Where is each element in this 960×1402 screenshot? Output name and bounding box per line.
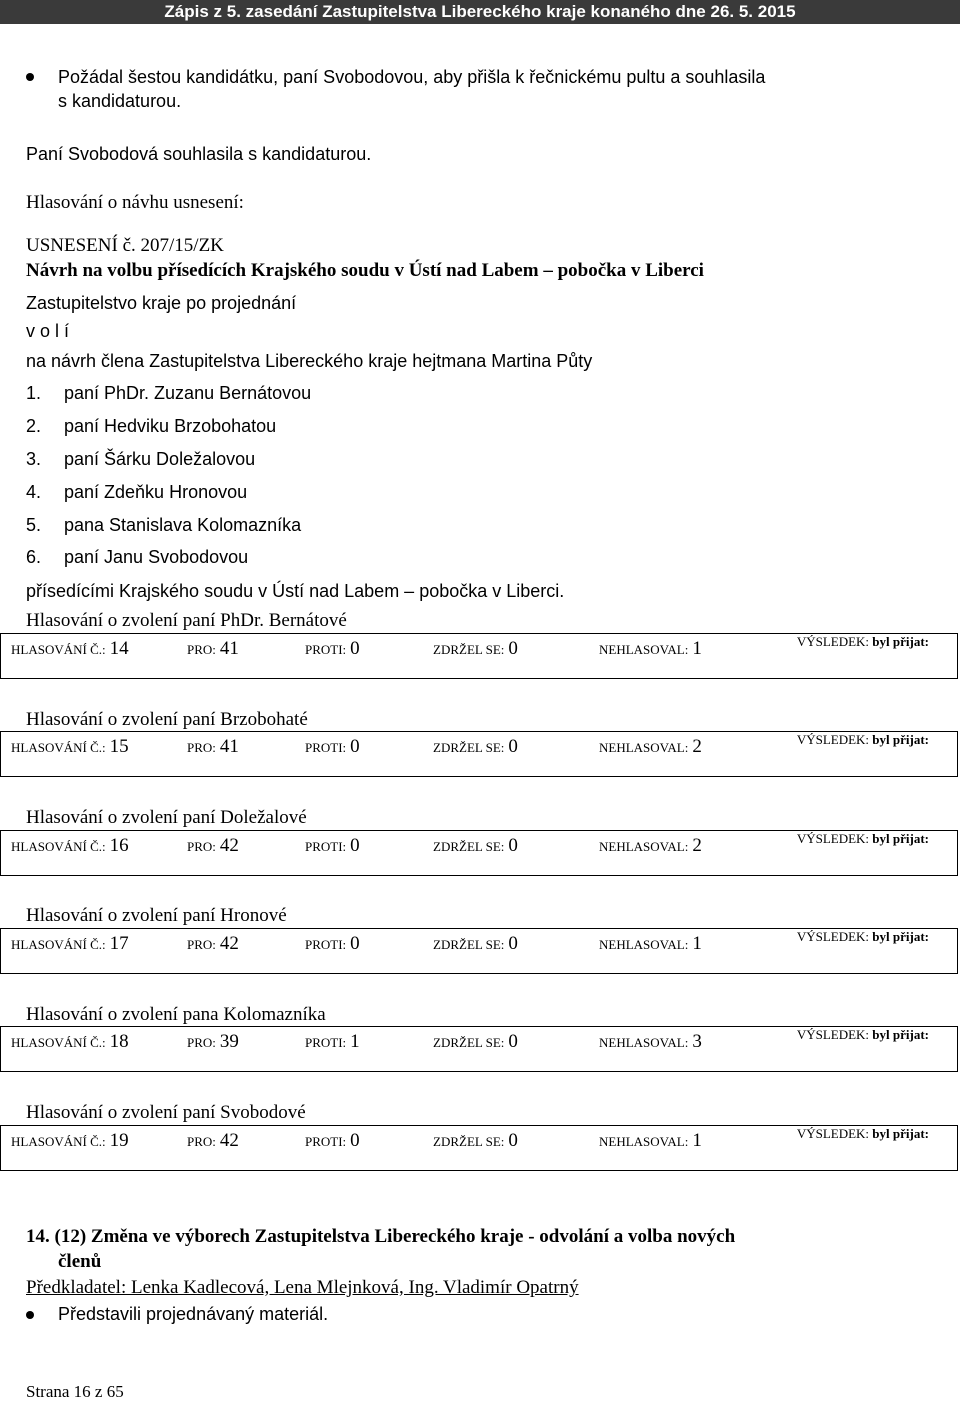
vote-field-pro: PRO: 42 [187,835,239,856]
vote-result: VÝSLEDEK: byl přijat: [796,929,929,944]
vote-field-nehlasoval: NEHLASOVAL: 1 [599,933,702,954]
vote-field-proti: PROTI: 0 [305,933,360,954]
vote-field-pro: PRO: 42 [187,1130,239,1151]
vote-field-zdrzel: ZDRŽEL SE: 0 [433,1031,518,1052]
bullet-icon [26,1311,34,1319]
vote-field-proti: PROTI: 1 [305,1031,360,1052]
vote-heading: Hlasování o zvolení paní Hronové [26,905,287,926]
page-footer: Strana 16 z 65 [26,1382,124,1401]
vote-result: VÝSLEDEK: byl přijat: [796,1027,929,1042]
vote-field-nehlasoval: NEHLASOVAL: 2 [599,736,702,757]
vote-field-no: HLASOVÁNÍ Č.: 15 [11,736,129,757]
vote-field-nehlasoval: NEHLASOVAL: 3 [599,1031,702,1052]
vote-field-proti: PROTI: 0 [305,1130,360,1151]
vote-field-proti: PROTI: 0 [305,638,360,659]
vote-field-proti: PROTI: 0 [305,736,360,757]
consent-text: Paní Svobodová souhlasila s kandidaturou. [26,144,372,164]
vote-heading: Hlasování o zvolení paní Brzobohaté [26,709,308,730]
vote-result-box [0,928,958,974]
intro-bullet-line2: s kandidaturou. [58,91,182,111]
resolution-after: Zastupitelstvo kraje po projednání [26,293,297,313]
vote-field-no: HLASOVÁNÍ Č.: 16 [11,835,129,856]
vote-field-no: HLASOVÁNÍ Č.: 17 [11,933,129,954]
vote-result: VÝSLEDEK: byl přijat: [796,634,929,649]
bullet-icon [26,73,34,81]
vote-result-box [0,731,958,777]
resolution-title: Návrh na volbu přísedících Krajského soudu v Ústí nad Labem – pobočka v Liberci [26,260,704,281]
vote-field-nehlasoval: NEHLASOVAL: 2 [599,835,702,856]
vote-heading: Hlasování o zvolení paní Svobodové [26,1102,306,1123]
section-presenters: Předkladatel: Lenka Kadlecová, Lena Mlejnková, Ing. Vladimír Opatrný [26,1277,579,1298]
vote-field-zdrzel: ZDRŽEL SE: 0 [433,736,518,757]
intro-bullet-line1: Požádal šestou kandidátku, paní Svobodovou, aby přišla k řečnickému pultu a souhlasila [58,67,766,87]
vote-heading: Hlasování o zvolení paní Doležalové [26,807,307,828]
vote-result-box [0,1026,958,1072]
vote-result-box [0,633,958,679]
vote-heading: Hlasování o zvolení pana Kolomazníka [26,1004,326,1025]
vote-heading: Hlasování o zvolení paní PhDr. Bernátové [26,610,347,631]
vote-result-box [0,830,958,876]
list-item: 3. paní Šárku Doležalovou [26,449,256,469]
list-item: 6. paní Janu Svobodovou [26,547,249,567]
section-bullet: Představili projednávaný materiál. [58,1304,329,1324]
vote-result-box [0,1125,958,1171]
list-item: 5. pana Stanislava Kolomazníka [26,515,302,535]
vote-field-pro: PRO: 41 [187,638,239,659]
vote-field-pro: PRO: 41 [187,736,239,757]
vote-field-no: HLASOVÁNÍ Č.: 18 [11,1031,129,1052]
list-item: 2. paní Hedviku Brzobohatou [26,416,277,436]
vote-field-zdrzel: ZDRŽEL SE: 0 [433,638,518,659]
section-title-line2: členů [58,1251,102,1272]
vote-result: VÝSLEDEK: byl přijat: [796,732,929,747]
resolution-verb: v o l í [26,321,70,341]
vote-field-nehlasoval: NEHLASOVAL: 1 [599,1130,702,1151]
vote-field-zdrzel: ZDRŽEL SE: 0 [433,835,518,856]
list-item: 4. paní Zdeňku Hronovou [26,482,248,502]
list-item: 1. paní PhDr. Zuzanu Bernátovou [26,383,312,403]
vote-field-nehlasoval: NEHLASOVAL: 1 [599,638,702,659]
section-title-line1: 14. (12) Změna ve výborech Zastupitelstva Libereckého kraje - odvolání a volba nových [26,1226,736,1247]
vote-field-no: HLASOVÁNÍ Č.: 19 [11,1130,129,1151]
vote-field-pro: PRO: 39 [187,1031,239,1052]
document-header: Zápis z 5. zasedání Zastupitelstva Libereckého kraje konaného dne 26. 5. 2015 [0,0,960,24]
vote-field-zdrzel: ZDRŽEL SE: 0 [433,933,518,954]
vote-field-no: HLASOVÁNÍ Č.: 14 [11,638,129,659]
resolution-number: USNESENÍ č. 207/15/ZK [26,235,224,256]
vote-field-proti: PROTI: 0 [305,835,360,856]
vote-result: VÝSLEDEK: byl přijat: [796,1126,929,1141]
resolution-closing: přísedícími Krajského soudu v Ústí nad Labem – pobočka v Liberci. [26,581,565,601]
vote-field-pro: PRO: 42 [187,933,239,954]
vote-field-zdrzel: ZDRŽEL SE: 0 [433,1130,518,1151]
resolution-proposal: na návrh člena Zastupitelstva Libereckého kraje hejtmana Martina Půty [26,351,593,371]
vote-heading: Hlasování o návhu usnesení: [26,192,244,213]
vote-result: VÝSLEDEK: byl přijat: [796,831,929,846]
